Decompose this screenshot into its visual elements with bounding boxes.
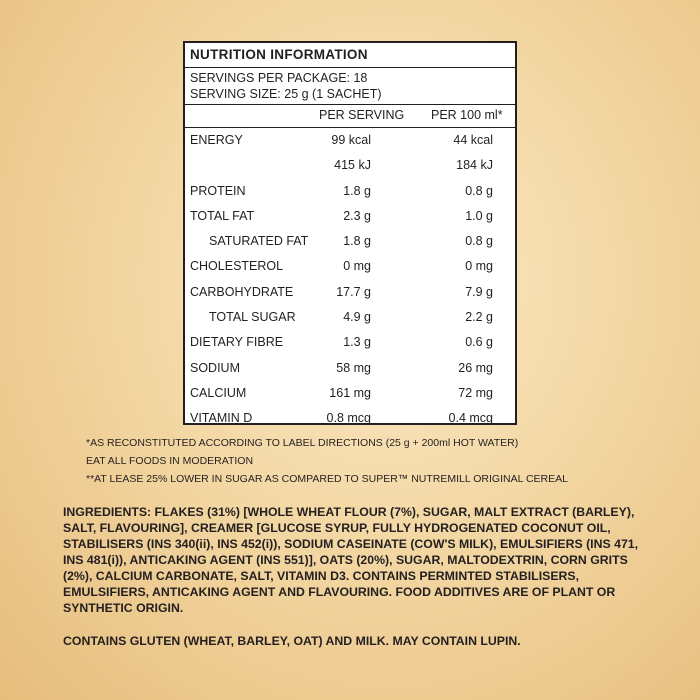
per-serving-value: 415 kJ: [334, 158, 371, 173]
serving-size: SERVING SIZE: 25 g (1 SACHET): [190, 87, 382, 101]
per-100ml-value: 0 mg: [465, 259, 493, 274]
table-row: [185, 254, 515, 279]
per-100ml-value: 44 kcal: [453, 133, 493, 147]
servings-info: [185, 68, 515, 105]
per-serving-value: 99 kcal: [331, 133, 371, 147]
nutrient-label: CARBOHYDRATE: [190, 284, 294, 299]
table-row: [185, 305, 515, 330]
allergen-statement: CONTAINS GLUTEN (WHEAT, BARLEY, OAT) AND MILK. MAY CONTAIN LUPIN.: [63, 634, 521, 648]
nutrient-rows: [185, 128, 515, 432]
footnote-moderation: EAT ALL FOODS IN MODERATION: [86, 455, 254, 467]
col-per-serving: PER SERVING: [319, 108, 405, 122]
per-100ml-value: 0.4 mcg: [448, 411, 493, 426]
allergen-oats: OATS: [319, 553, 353, 567]
per-serving-value: 1.8 g: [343, 234, 371, 249]
per-100ml-value: 0.8 g: [465, 183, 493, 198]
footnotes: [86, 434, 568, 488]
per-100ml-value: 7.9 g: [465, 284, 493, 299]
col-per-100ml: PER 100 ml*: [431, 108, 503, 122]
ingredients-part: (20%), SUGAR, MALTODEXTRIN, CORN GRITS (2%), CALCIUM CARBONATE, SALT, VITAMIN D3. CONTAINS PERMINTED STABILISERS, EMULSIFIERS, ANTICAKING AGENT AND FLAVOURING. FOOD ADDITIVES ARE OF PLANT OR SYNTHETIC ORIGIN.: [63, 553, 628, 615]
table-row: [185, 406, 515, 431]
per-serving-value: 2.3 g: [343, 208, 371, 223]
per-serving-value: 58 mg: [336, 360, 371, 375]
allergen-wheat: WHEAT: [296, 505, 341, 519]
per-serving-value: 161 mg: [329, 385, 371, 400]
per-serving-value: 17.7 g: [336, 284, 371, 299]
nutrient-label: VITAMIN D: [190, 411, 253, 426]
table-row: [185, 179, 515, 204]
per-serving-value: 0 mg: [343, 259, 371, 274]
ingredients-part: FLOUR (7%), SUGAR, MALT EXTRACT (: [340, 505, 577, 519]
nutrient-label: TOTAL FAT: [190, 208, 255, 223]
per-serving-value: 4.9 g: [343, 310, 371, 325]
nutrient-label: CALCIUM: [190, 385, 247, 400]
nutrient-label: PROTEIN: [190, 183, 246, 198]
per-serving-value: 1.3 g: [343, 335, 371, 350]
nutrient-label: SATURATED FAT: [209, 234, 309, 249]
ingredients-text: [63, 504, 643, 616]
table-row: [185, 356, 515, 381]
column-headers: [185, 105, 515, 128]
table-row: [185, 280, 515, 305]
panel-title: NUTRITION INFORMATION: [185, 43, 515, 68]
nutrient-label: TOTAL SUGAR: [209, 310, 296, 325]
per-100ml-value: 1.0 g: [465, 208, 493, 223]
ingredients-part: INGREDIENTS: FLAKES (31%) [WHOLE: [63, 505, 297, 519]
per-100ml-value: 0.8 g: [465, 234, 493, 249]
nutrient-label: SODIUM: [190, 360, 240, 375]
nutrient-label: ENERGY: [190, 133, 243, 147]
ingredients-part: ), SALT, FLAVOURING], CREAMER [GLUCOSE SYRUP, FULLY HYDROGENATED COCONUT OIL, STABILISERS (INS 340(ii), INS 452(i)), SODIUM CASEINATE (COW'S: [63, 505, 635, 551]
per-serving-value: 1.8 g: [343, 183, 371, 198]
per-100ml-value: 26 mg: [458, 360, 493, 375]
per-100ml-value: 2.2 g: [465, 310, 493, 325]
footnote-reconstituted: *AS RECONSTITUTED ACCORDING TO LABEL DIRECTIONS (25 g + 200ml HOT WATER): [86, 437, 519, 449]
table-row: [185, 204, 515, 229]
footnote-sugar-claim: **AT LEASE 25% LOWER IN SUGAR AS COMPARED TO SUPER™ NUTREMILL ORIGINAL CEREAL: [86, 473, 568, 485]
nutrient-label: DIETARY FIBRE: [190, 335, 284, 350]
per-100ml-value: 184 kJ: [456, 158, 493, 173]
per-serving-value: 0.8 mcg: [326, 411, 371, 426]
nutrition-panel: [183, 41, 517, 425]
allergen-barley: BARLEY: [576, 505, 627, 519]
servings-per-package: SERVINGS PER PACKAGE: 18: [190, 71, 368, 85]
table-row: [185, 229, 515, 254]
table-row: [185, 330, 515, 355]
allergen-milk: MILK: [459, 537, 490, 551]
ingredients-part: ), EMULSIFIERS (INS 471, INS 481(i)), ANTICAKING AGENT (INS 551)],: [63, 537, 639, 567]
per-100ml-value: 0.6 g: [465, 335, 493, 350]
table-row: [185, 381, 515, 406]
table-row: [185, 153, 515, 178]
nutrient-label: CHOLESTEROL: [190, 259, 284, 274]
table-row: [185, 128, 515, 153]
per-100ml-value: 72 mg: [458, 385, 493, 400]
